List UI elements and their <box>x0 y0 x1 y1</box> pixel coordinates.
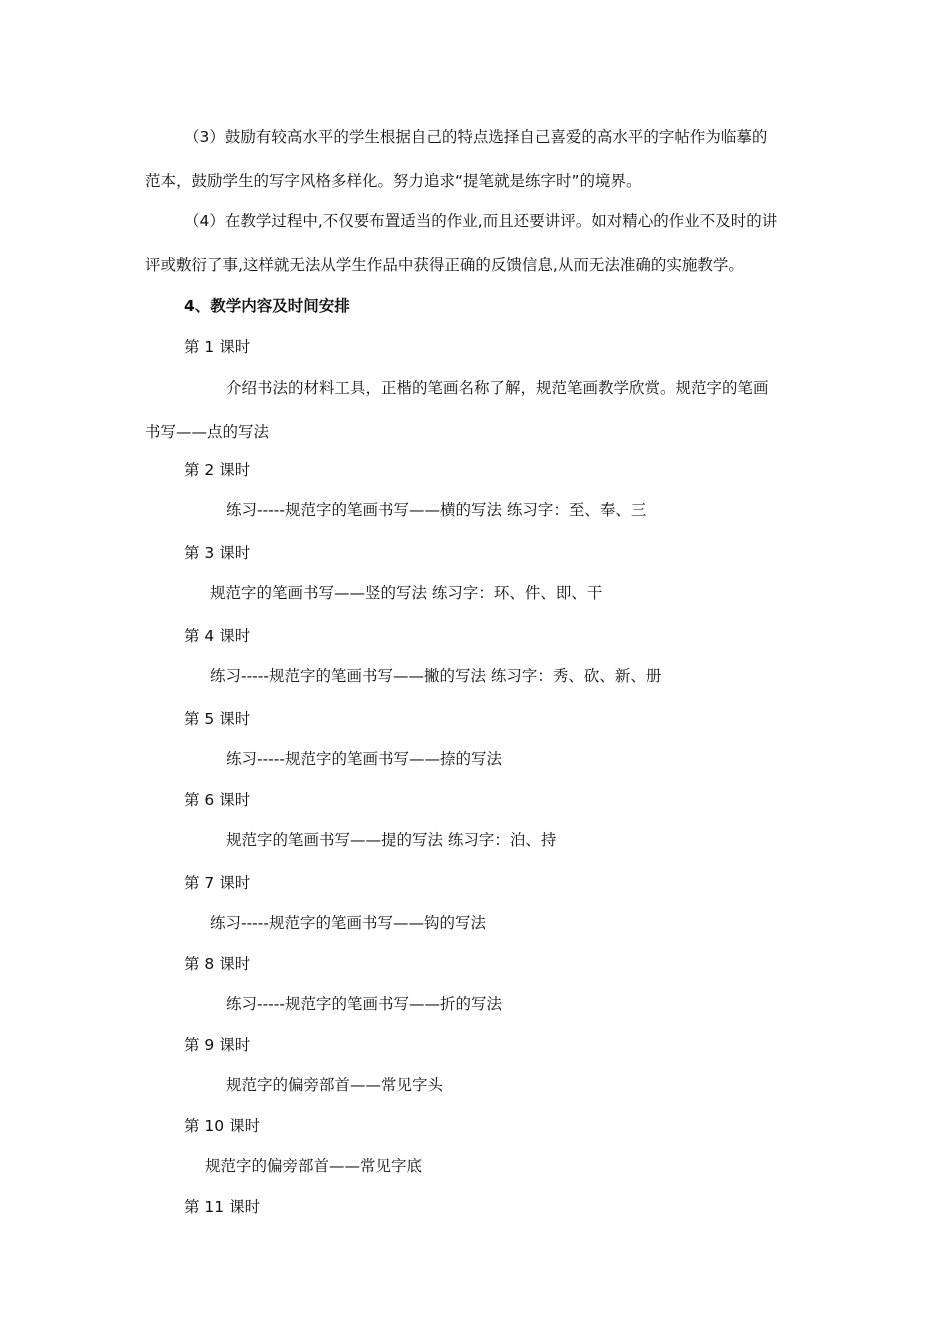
lesson-7-title: 第 7 课时 <box>184 874 251 892</box>
lesson-9-title: 第 9 课时 <box>184 1036 251 1054</box>
lesson-8-content: 练习-----规范字的笔画书写——折的写法 <box>226 995 502 1013</box>
lesson-2-content: 练习-----规范字的笔画书写——横的写法 练习字：至、奉、三 <box>226 501 647 519</box>
lesson-4-content: 练习-----规范字的笔画书写——撇的写法 练习字：秀、砍、新、册 <box>210 667 662 685</box>
lesson-3-title: 第 3 课时 <box>184 544 251 562</box>
lesson-10-title: 第 10 课时 <box>184 1117 261 1135</box>
lesson-6-title: 第 6 课时 <box>184 791 251 809</box>
lesson-11-title: 第 11 课时 <box>184 1198 261 1216</box>
lesson-1-title: 第 1 课时 <box>184 338 251 356</box>
lesson-1-content-line-1: 介绍书法的材料工具，正楷的笔画名称了解，规范笔画教学欣赏。规范字的笔画 <box>226 379 769 397</box>
lesson-7-content: 练习-----规范字的笔画书写——钩的写法 <box>210 914 486 932</box>
lesson-2-title: 第 2 课时 <box>184 461 251 479</box>
paragraph-4-line-1: （4）在教学过程中,不仅要布置适当的作业,而且还要讲评。如对精心的作业不及时的讲 <box>184 212 778 230</box>
lesson-10-content: 规范字的偏旁部首——常见字底 <box>205 1157 423 1175</box>
lesson-1-content-line-2: 书写——点的写法 <box>145 423 270 441</box>
lesson-8-title: 第 8 课时 <box>184 955 251 973</box>
lesson-9-content: 规范字的偏旁部首——常见字头 <box>226 1076 444 1094</box>
section-heading: 4、教学内容及时间安排 <box>184 297 350 315</box>
lesson-6-content: 规范字的笔画书写——提的写法 练习字：泊、持 <box>226 831 557 849</box>
lesson-5-content: 练习-----规范字的笔画书写——捺的写法 <box>226 750 502 768</box>
lesson-4-title: 第 4 课时 <box>184 627 251 645</box>
lesson-5-title: 第 5 课时 <box>184 710 251 728</box>
paragraph-3-line-1: （3）鼓励有较高水平的学生根据自己的特点选择自己喜爱的高水平的字帖作为临摹的 <box>184 128 768 146</box>
paragraph-4-line-2: 评或敷衍了事,这样就无法从学生作品中获得正确的反馈信息,从而无法准确的实施教学。 <box>145 256 744 274</box>
lesson-3-content: 规范字的笔画书写——竖的写法 练习字：环、件、即、干 <box>210 584 603 602</box>
paragraph-3-line-2: 范本，鼓励学生的写字风格多样化。努力追求“提笔就是练字时”的境界。 <box>145 172 642 190</box>
